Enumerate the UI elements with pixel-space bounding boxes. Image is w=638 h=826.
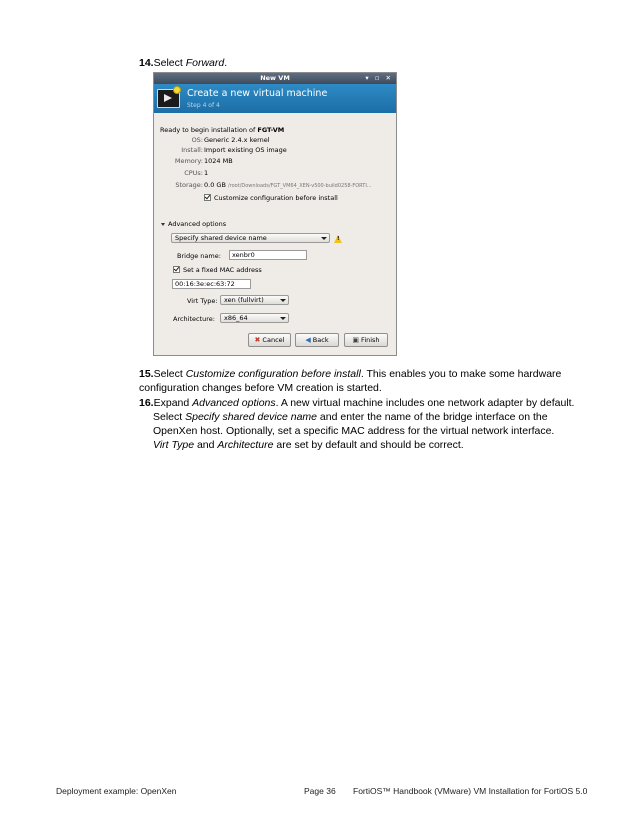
customize-checkbox[interactable]: Customize configuration before install xyxy=(204,194,338,202)
footer-left: Deployment example: OpenXen xyxy=(56,786,177,796)
back-arrow-icon: ◀ xyxy=(305,336,311,344)
step-16: 16.Expand Advanced options. A new virtual machine includes one network adapter by default. Select Specify shared device name and enter the name of the bridge interface on the OpenXen host. Optionally, set a specific MAC address for the virtual network interface. Virt Type and Architecture are set by default and should be correct. xyxy=(139,396,589,452)
architecture-label: Architecture: xyxy=(173,315,215,323)
window-titlebar xyxy=(154,73,396,84)
banner-step: Step 4 of 4 xyxy=(187,102,220,109)
finish-button[interactable]: ▣ Finish xyxy=(344,333,388,347)
expander-arrow-icon[interactable] xyxy=(161,223,165,226)
step-number: 15. xyxy=(139,368,154,380)
back-button[interactable]: ◀ Back xyxy=(295,333,339,347)
bridge-name-input[interactable]: xenbr0 xyxy=(229,250,307,260)
finish-icon: ▣ xyxy=(352,336,360,344)
step-16-note: Virt Type and Architecture are set by default and should be correct. xyxy=(153,439,464,451)
step-emphasis: Forward xyxy=(185,57,225,69)
step-number: 16. xyxy=(139,397,154,409)
step-16-detail: Select Specify shared device name and enter the name of the bridge interface on the OpenXen host. Optionally, set a specific MAC address for the virtual network interface. xyxy=(153,411,555,437)
step-15: 15.Select Customize configuration before install. This enables you to make some hardware configuration changes before VM creation is started. xyxy=(139,368,562,394)
bridge-name-label: Bridge name: xyxy=(177,252,221,260)
step-number: 14. xyxy=(139,57,154,69)
network-source-select[interactable]: Specify shared device name xyxy=(171,233,330,243)
chevron-down-icon xyxy=(280,299,286,302)
storage-path: /root/Downloads/FGT_VM64_XEN-v500-build0258-FORTI... xyxy=(227,183,372,189)
new-vm-dialog: New VM ▾ ▫ ✕ Create a new virtual machine Step 4 of 4 Ready to begin installation of FGT-VM OS: Generic 2.4.x kernel Install: Import existing OS image Memory: 1024 MB CPUs: 1 Storage: 0.0 GB /root/Downloads/FGT_VM64_XEN-v500-build0258-FORTI... Customize configuration before install Advanced options Specify shared device name ! Bridge name: xenbr0 Set a fixed MAC address 00:16:3e:ec:63:72 Virt Type: xen (fullvirt) Architecture: x86_64 ✖ Cancel ◀ Back ▣ Finish xyxy=(153,72,397,356)
star-badge-icon xyxy=(173,86,181,94)
wizard-banner xyxy=(154,84,396,113)
chevron-down-icon xyxy=(321,237,327,240)
architecture-select[interactable]: x86_64 xyxy=(220,313,289,323)
virt-type-label: Virt Type: xyxy=(187,297,218,305)
step-14: 14.Select Forward. xyxy=(139,57,228,69)
chevron-down-icon xyxy=(280,317,286,320)
cancel-icon: ✖ xyxy=(254,336,261,344)
advanced-options-expander[interactable]: Advanced options xyxy=(168,220,227,228)
checkbox-checked-icon[interactable] xyxy=(173,266,180,273)
footer-page-number: Page 36 xyxy=(304,786,336,796)
ready-line: Ready to begin installation of FGT-VM xyxy=(160,126,285,134)
step-emphasis: Customize configuration before install xyxy=(185,368,361,380)
checkbox-checked-icon[interactable] xyxy=(204,194,211,201)
virt-type-select[interactable]: xen (fullvirt) xyxy=(220,295,289,305)
footer-right: FortiOS™ Handbook (VMware) VM Installation for FortiOS 5.0 xyxy=(353,786,588,796)
step-emphasis: Advanced options xyxy=(192,397,276,409)
cancel-button[interactable]: ✖ Cancel xyxy=(248,333,291,347)
banner-title: Create a new virtual machine xyxy=(187,88,328,99)
vm-name: FGT-VM xyxy=(257,126,285,134)
mac-address-input[interactable]: 00:16:3e:ec:63:72 xyxy=(172,279,251,289)
fixed-mac-checkbox[interactable]: Set a fixed MAC address xyxy=(173,266,262,274)
window-title: New VM xyxy=(260,74,290,82)
window-controls-icon[interactable]: ▾ ▫ ✕ xyxy=(365,74,393,82)
